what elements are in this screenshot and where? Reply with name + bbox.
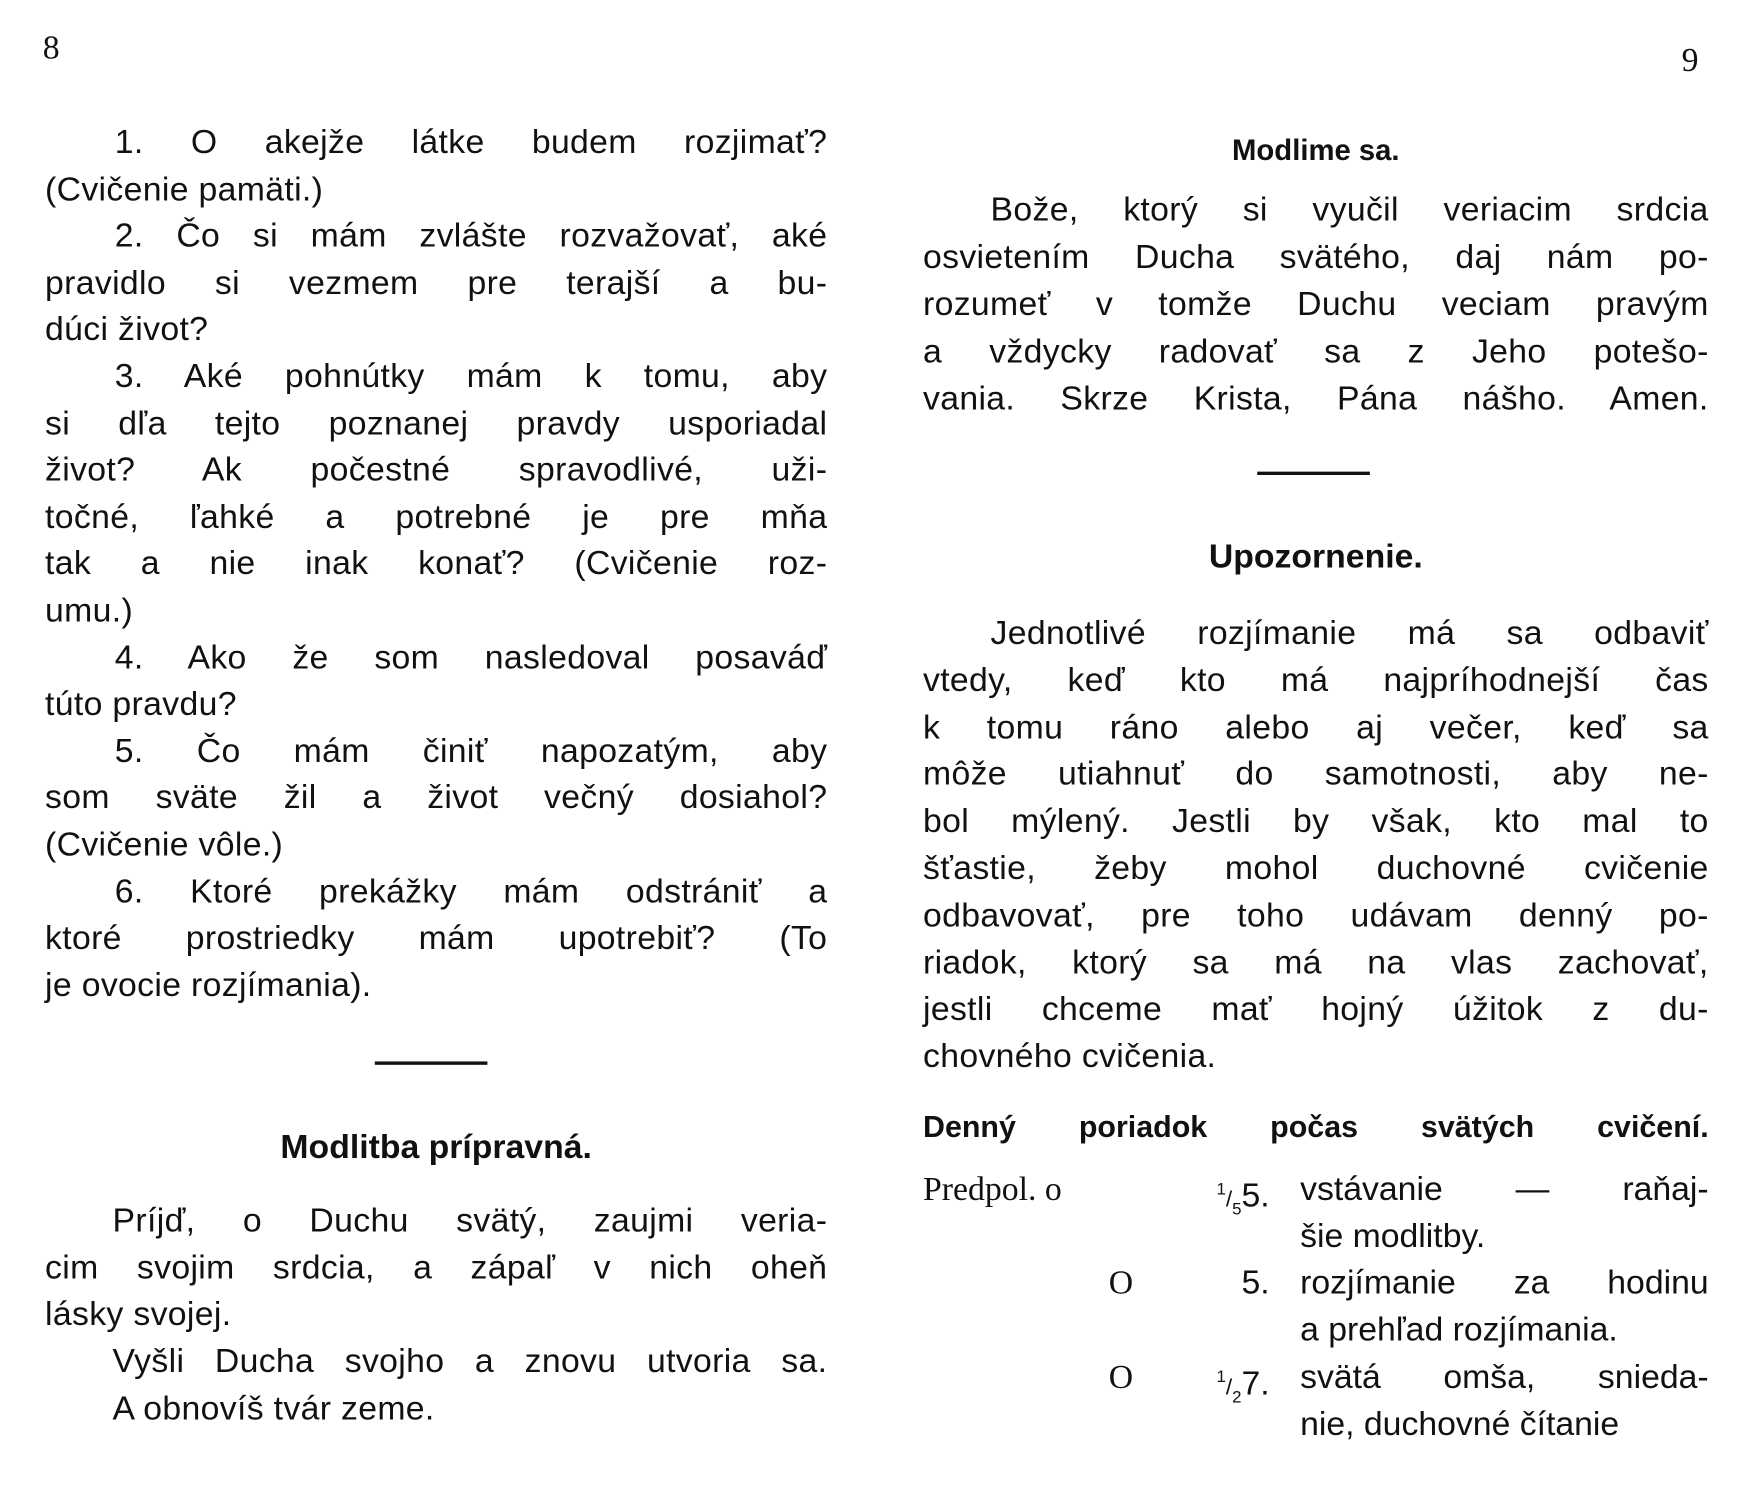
schedule-hour: 5. (1241, 1264, 1270, 1302)
text-line: k tomu ráno alebo aj večer, keď sa (922, 708, 1709, 746)
schedule-activity: vstávanie — raňaj- (1300, 1170, 1709, 1208)
fraction-denominator: 5 (1232, 1199, 1242, 1220)
text-line: 1. O akejže látke budem rozjimať? (114, 123, 828, 161)
fraction-denominator: 2 (1232, 1387, 1242, 1407)
text-line: odbavovať, pre toho udávam denný po- (922, 896, 1709, 935)
notice-heading: Upozornenie. (1208, 538, 1423, 576)
text-line: chovného cvičenia. (922, 1038, 1217, 1076)
text-line: ktoré prostriedky mám upotrebiť? (To (45, 919, 828, 957)
schedule-activity: šie modlitby. (1300, 1217, 1486, 1255)
schedule-activity: a prehľad rozjímania. (1300, 1311, 1618, 1349)
text-line: som sväte žil a život večný dosiahol? (45, 779, 828, 817)
text-line: a vždycky radovať sa z Jeho potešo- (922, 333, 1709, 371)
text-line: vtedy, keď kto má najpríhodnejší čas (922, 661, 1709, 699)
schedule-activity: svätá omša, snieda- (1300, 1358, 1709, 1396)
text-line: Príjď, o Duchu svätý, zaujmi veria- (112, 1202, 828, 1240)
page-number-left: 8 (42, 29, 60, 67)
text-line: 5. Čo mám činiť napozatým, aby (114, 732, 828, 770)
schedule-time (1171, 1264, 1270, 1302)
text-line: život? Ak počestné spravodlivé, uži- (45, 451, 828, 489)
fraction-numerator: 1 (1216, 1179, 1226, 1199)
text-line: tak a nie inak konať? (Cvičenie roz- (45, 545, 828, 583)
text-line: lásky svojej. (45, 1296, 232, 1334)
schedule-activity: rozjímanie za hodinu (1300, 1264, 1709, 1302)
text-line: pravidlo si vezmem pre terajší a bu- (45, 264, 828, 302)
text-line: dúci život? (45, 311, 209, 349)
prayer-heading-left: Modlitba prípravná. (280, 1128, 592, 1167)
section-divider (375, 1061, 488, 1064)
text-line: (Cvičenie vôle.) (45, 826, 284, 864)
text-line: Jednotlivé rozjímanie má sa odbaviť (990, 614, 1709, 652)
text-line: rozumeť v tomže Duchu veciam pravým (922, 285, 1709, 324)
text-line: 4. Ako že som nasledoval posaváď (114, 638, 828, 677)
text-line: vania. Skrze Krista, Pána nášho. Amen. (922, 380, 1709, 418)
section-divider (1257, 472, 1370, 475)
text-line: riadok, ktorý sa má na vlas zachovať, (922, 943, 1709, 982)
text-line: 2. Čo si mám zvlášte rozvažovať, aké (114, 217, 828, 255)
prayer-heading-right: Modlime sa. (1232, 132, 1400, 167)
schedule-hour: 5. (1241, 1177, 1270, 1215)
schedule-label: O (1108, 1358, 1134, 1396)
text-line: Vyšli Ducha svojho a znovu utvoria sa. (112, 1342, 828, 1381)
schedule-label: O (1108, 1264, 1134, 1302)
text-line: osvietením Ducha svätého, daj nám po- (922, 238, 1709, 276)
fraction-slash: / (1225, 1187, 1233, 1213)
text-line: šťastie, žeby mohol duchovné cvičenie (922, 849, 1709, 887)
text-line: cim svojim srdcia, a zápaľ v nich oheň (45, 1249, 828, 1287)
schedule-heading: Denný poriadok počas svätých cvičení. (922, 1109, 1709, 1144)
text-line: jestli chceme mať hojný úžitok z du- (922, 990, 1709, 1029)
text-line: je ovocie rozjímania). (45, 966, 372, 1004)
fraction-numerator: 1 (1216, 1367, 1226, 1387)
text-line: točné, ľahké a potrebné je pre mňa (45, 498, 828, 536)
text-line: túto pravdu? (45, 685, 237, 723)
text-line: umu.) (45, 592, 134, 630)
text-line: bol mýlený. Jestli by však, kto mal to (922, 802, 1709, 840)
schedule-label: Predpol. o (922, 1170, 1062, 1208)
text-line: si dľa tejto poznanej pravdy usporiadal (45, 404, 828, 442)
page-number-right: 9 (1681, 41, 1699, 79)
text-line: Bože, ktorý si vyučil veriacim srdcia (990, 191, 1709, 229)
text-line: 6. Ktoré prekážky mám odstrániť a (114, 873, 828, 911)
schedule-time (1171, 1358, 1270, 1417)
text-line: 3. Aké pohnútky mám k tomu, aby (114, 357, 828, 396)
schedule-time (1171, 1171, 1270, 1230)
schedule-hour: 7. (1241, 1365, 1270, 1403)
fraction-slash: / (1225, 1375, 1233, 1401)
text-line: A obnovíš tvár zeme. (112, 1389, 435, 1428)
text-line: môže utiahnuť do samotnosti, aby ne- (922, 755, 1709, 793)
schedule-activity: nie, duchovné čítanie (1300, 1405, 1620, 1443)
text-line: (Cvičenie pamäti.) (45, 170, 324, 208)
